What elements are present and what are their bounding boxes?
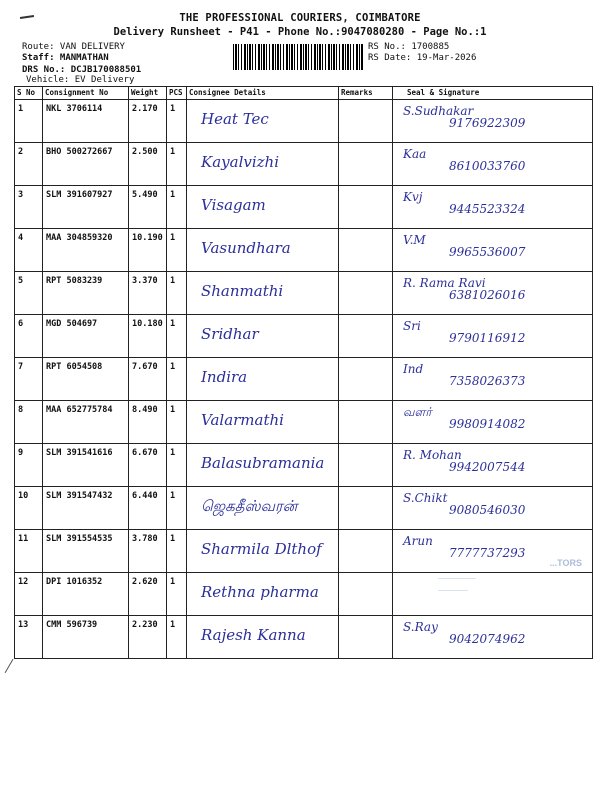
row-pcs: 1 <box>170 577 176 587</box>
col-signature: Seal & Signature <box>393 87 593 100</box>
col-consignee: Consignee Details <box>187 87 339 100</box>
signature-name: R. Mohan <box>403 448 462 462</box>
col-pcs: PCS <box>167 87 187 100</box>
margin-mark <box>5 659 21 677</box>
row-consignee: Shanmathi <box>201 282 284 300</box>
row-weight: 6.670 <box>132 448 158 458</box>
signature-name: S.Ray <box>403 620 438 634</box>
signature-phone: 9080546030 <box>449 503 526 517</box>
signature-phone: 7777737293 <box>449 546 526 560</box>
row-consignment: SLM 391607927 <box>46 190 113 200</box>
row-pcs: 1 <box>170 491 176 501</box>
row-sno: 1 <box>18 104 24 114</box>
signature-name: Arun <box>403 534 433 548</box>
row-pcs: 1 <box>170 362 176 372</box>
signature-name: S.Sudhakar <box>403 104 474 118</box>
vehicle-label: Vehicle: EV Delivery <box>26 75 135 85</box>
table-row <box>15 401 593 444</box>
row-signature <box>393 487 592 529</box>
col-remarks: Remarks <box>339 87 393 100</box>
row-consignee: Kayalvizhi <box>201 153 279 171</box>
row-pcs: 1 <box>170 405 176 415</box>
row-pcs: 1 <box>170 319 176 329</box>
row-consignee: Rethna pharma <box>201 583 319 601</box>
col-sno: S No <box>15 87 43 100</box>
row-signature <box>393 358 592 400</box>
rs-date-label: RS Date: 19-Mar-2026 <box>368 53 477 63</box>
signature-phone: 9942007544 <box>449 460 526 474</box>
signature-name: R. Rama Ravi <box>403 276 486 290</box>
drs-label: DRS No.: DCJB170088501 <box>22 65 142 75</box>
row-consignment: DPI 1016352 <box>46 577 103 587</box>
row-sno: 4 <box>18 233 24 243</box>
table-row <box>15 186 593 229</box>
row-sno: 6 <box>18 319 24 329</box>
row-consignment: MGD 504697 <box>46 319 98 329</box>
row-sno: 2 <box>18 147 24 157</box>
row-signature <box>393 100 592 142</box>
row-sno: 12 <box>18 577 29 587</box>
signature-phone: 8610033760 <box>449 159 526 173</box>
signature-phone: 9042074962 <box>449 632 526 646</box>
barcode <box>233 44 363 70</box>
row-signature <box>393 315 592 357</box>
row-consignment: MAA 652775784 <box>46 405 113 415</box>
table-row <box>15 315 593 358</box>
signature-name: Kvj <box>403 190 423 204</box>
signature-name: Sri <box>403 319 421 333</box>
table-row <box>15 143 593 186</box>
row-consignee: Vasundhara <box>201 239 291 257</box>
row-consignment: RPT 5083239 <box>46 276 103 286</box>
seal-stamp-text: ...TORS <box>549 558 582 568</box>
row-weight: 2.230 <box>132 620 158 630</box>
table-row <box>15 616 593 659</box>
row-pcs: 1 <box>170 448 176 458</box>
row-consignment: CMM 596739 <box>46 620 98 630</box>
row-weight: 10.190 <box>132 233 163 243</box>
row-consignee: Sridhar <box>201 325 259 343</box>
table-row <box>15 229 593 272</box>
row-sno: 9 <box>18 448 24 458</box>
row-signature <box>393 616 592 658</box>
row-signature <box>393 229 592 271</box>
row-pcs: 1 <box>170 233 176 243</box>
row-consignment: NKL 3706114 <box>46 104 103 114</box>
row-consignee: Indira <box>201 368 248 386</box>
row-weight: 3.780 <box>132 534 158 544</box>
row-weight: 3.370 <box>132 276 158 286</box>
row-pcs: 1 <box>170 147 176 157</box>
table-row <box>15 444 593 487</box>
row-pcs: 1 <box>170 104 176 114</box>
signature-name: Kaa <box>403 147 427 161</box>
signature-phone: 9176922309 <box>449 116 526 130</box>
company-title: THE PROFESSIONAL COURIERS, COIMBATORE <box>179 12 421 24</box>
row-consignee: Valarmathi <box>201 411 284 429</box>
signature-phone: 6381026016 <box>449 288 526 302</box>
row-signature <box>393 401 592 443</box>
row-consignee: Heat Tec <box>201 110 269 128</box>
col-weight: Weight <box>129 87 167 100</box>
row-weight: 6.440 <box>132 491 158 501</box>
signature-name: S.Chikt <box>403 491 448 505</box>
row-weight: 8.490 <box>132 405 158 415</box>
row-consignee: Balasubramania <box>201 454 325 472</box>
row-consignment: SLM 391547432 <box>46 491 113 501</box>
signature-name: Ind <box>403 362 424 376</box>
row-signature <box>393 186 592 228</box>
row-weight: 10.180 <box>132 319 163 329</box>
runsheet-title: Delivery Runsheet - P41 - Phone No.:9047080280 - Page No.:1 <box>113 26 487 38</box>
row-weight: 2.500 <box>132 147 158 157</box>
table-row <box>15 272 593 315</box>
route-label: Route: VAN DELIVERY <box>22 42 125 52</box>
row-weight: 5.490 <box>132 190 158 200</box>
row-consignment: SLM 391554535 <box>46 534 113 544</box>
row-weight: 2.170 <box>132 104 158 114</box>
table-header-row <box>15 87 593 100</box>
signature-name: வளர் <box>403 405 432 419</box>
row-sno: 11 <box>18 534 29 544</box>
row-consignment: BHO 500272667 <box>46 147 113 157</box>
row-pcs: 1 <box>170 534 176 544</box>
rs-no-label: RS No.: 1700885 <box>368 42 450 52</box>
seal-stamp: ...TORS ───────── ─────── <box>438 558 582 594</box>
row-sno: 5 <box>18 276 24 286</box>
row-sno: 13 <box>18 620 29 630</box>
row-signature <box>393 272 592 314</box>
signature-phone: 9445523324 <box>449 202 526 216</box>
row-pcs: 1 <box>170 620 176 630</box>
row-sno: 10 <box>18 491 29 501</box>
row-signature <box>393 444 592 486</box>
row-pcs: 1 <box>170 190 176 200</box>
row-consignee: Sharmila Dlthof <box>201 540 322 558</box>
table-row <box>15 100 593 143</box>
table-row <box>15 358 593 401</box>
row-consignment: MAA 304859320 <box>46 233 113 243</box>
row-signature <box>393 143 592 185</box>
row-weight: 2.620 <box>132 577 158 587</box>
col-consignment: Consignment No <box>43 87 129 100</box>
row-weight: 7.670 <box>132 362 158 372</box>
signature-phone: 9965536007 <box>449 245 526 259</box>
row-sno: 7 <box>18 362 24 372</box>
signature-phone: 9980914082 <box>449 417 526 431</box>
signature-name: V.M <box>403 233 426 247</box>
row-pcs: 1 <box>170 276 176 286</box>
table-row <box>15 487 593 530</box>
row-sno: 8 <box>18 405 24 415</box>
row-consignee: Visagam <box>201 196 266 214</box>
row-consignment: SLM 391541616 <box>46 448 113 458</box>
row-consignment: RPT 6054508 <box>46 362 103 372</box>
signature-phone: 7358026373 <box>449 374 526 388</box>
row-sno: 3 <box>18 190 24 200</box>
signature-phone: 9790116912 <box>449 331 526 345</box>
row-consignee: Rajesh Kanna <box>201 626 306 644</box>
row-consignee: ஜெகதீஸ்வரன் <box>201 497 298 515</box>
staff-label: Staff: MANMATHAN <box>22 53 109 63</box>
